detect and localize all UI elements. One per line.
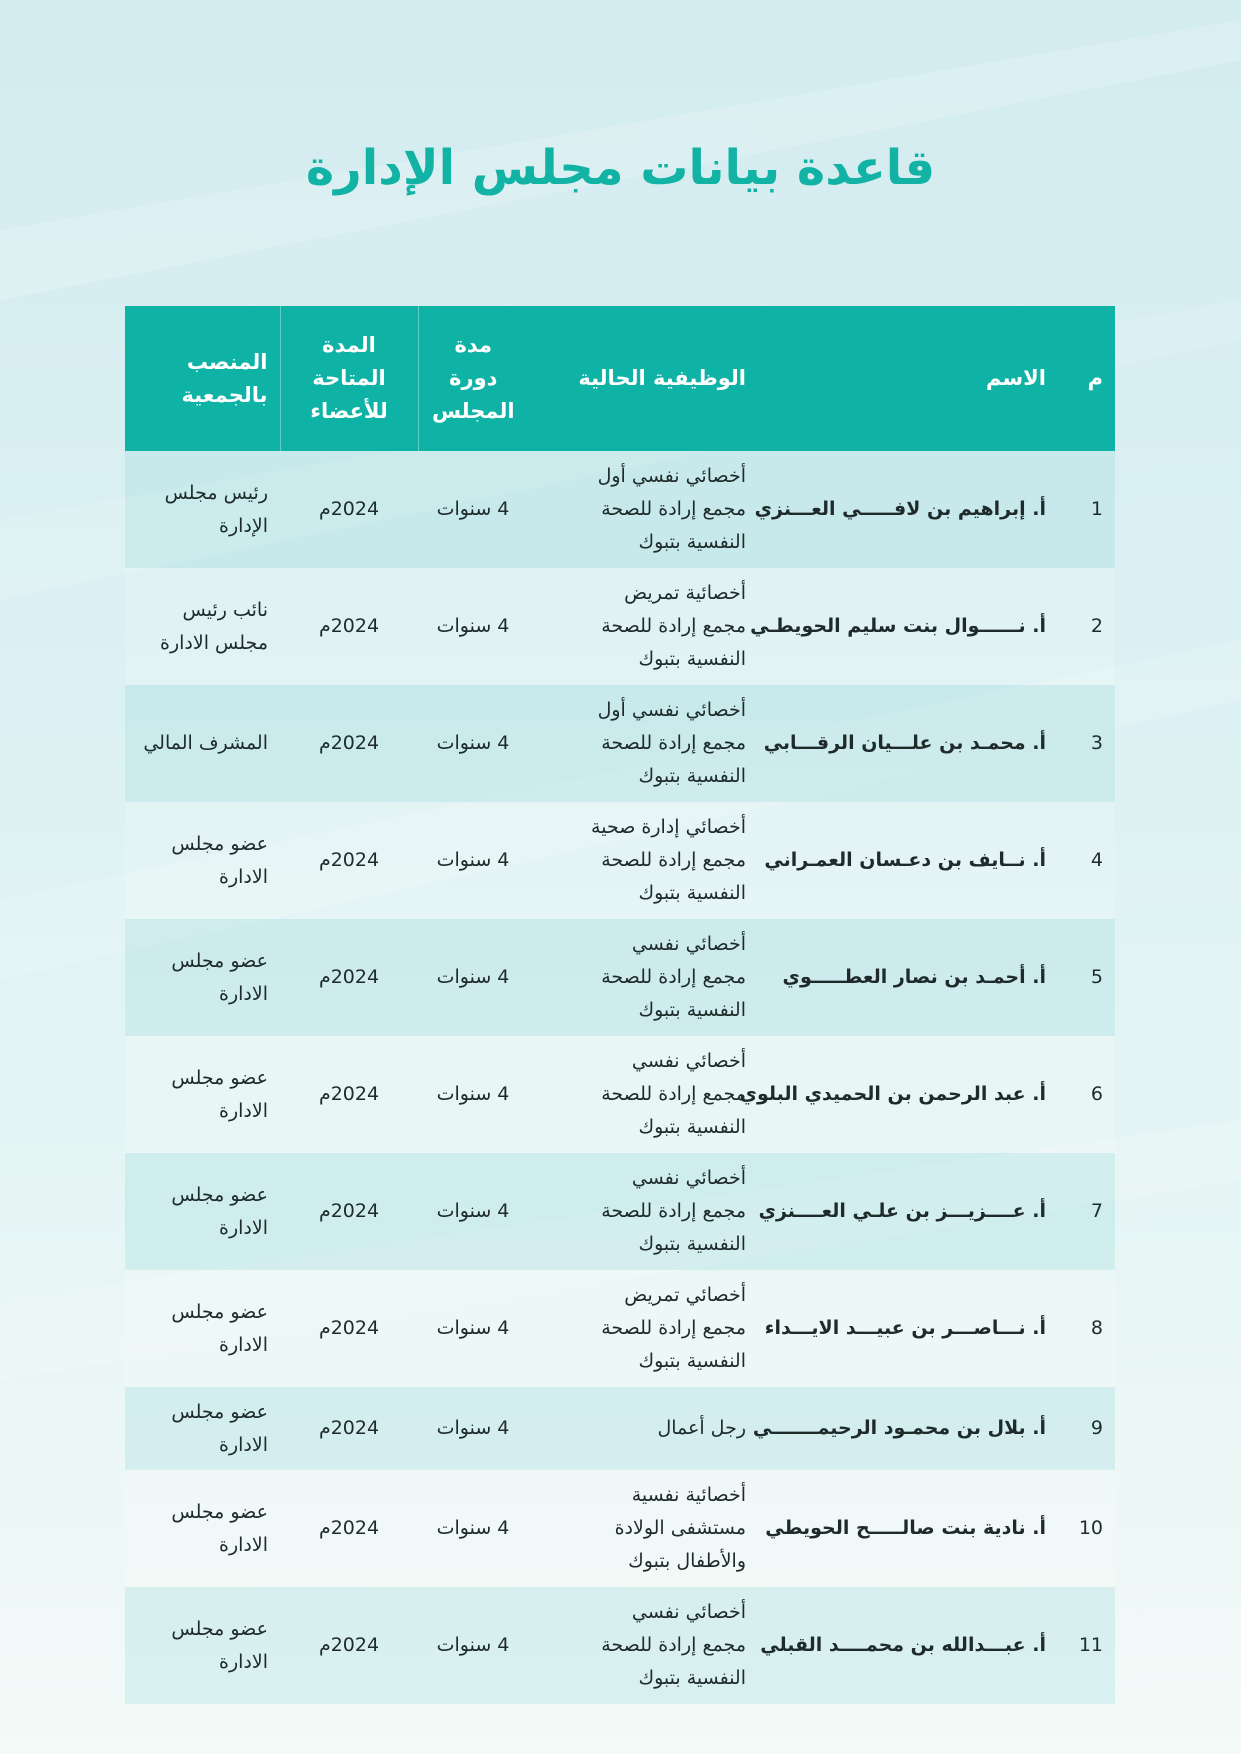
member-period: 2024م	[280, 1270, 418, 1387]
member-job-line: أخصائي نفسي أول	[597, 699, 746, 721]
member-number: 5	[1058, 919, 1115, 1036]
member-job-line: مستشفى الولادة	[614, 1517, 746, 1539]
member-role-line: عضو مجلس	[171, 1183, 268, 1206]
member-role-line: مجلس الادارة	[160, 631, 268, 654]
member-role	[125, 802, 280, 919]
member-job	[528, 919, 758, 1036]
member-role-line: الادارة	[219, 1099, 268, 1122]
member-job-line: أخصائي نفسي	[631, 1050, 746, 1072]
member-role	[125, 568, 280, 685]
member-job	[528, 1470, 758, 1587]
member-role	[125, 1587, 280, 1704]
member-number: 6	[1058, 1036, 1115, 1153]
member-name: أ. نــــــوال بنت سليم الحويطـي	[758, 568, 1058, 685]
member-job-line: مجمع إرادة للصحة	[601, 1083, 746, 1105]
member-job-line: النفسية بتبوك	[638, 531, 746, 553]
member-name: أ. نـــاصـــر بن عبيـــد الايـــداء	[758, 1270, 1058, 1387]
member-job-line: مجمع إرادة للصحة	[601, 849, 746, 871]
member-role-line: الادارة	[219, 1433, 268, 1456]
member-term: 4 سنوات	[418, 1036, 528, 1153]
member-period: 2024م	[280, 451, 418, 568]
header-period-line1: المدة	[322, 333, 376, 357]
member-role	[125, 1153, 280, 1270]
header-role-line2: بالجمعية	[181, 382, 268, 407]
member-term: 4 سنوات	[418, 1587, 528, 1704]
member-term: 4 سنوات	[418, 1387, 528, 1470]
member-job	[528, 1036, 758, 1153]
header-role	[125, 306, 280, 451]
table-header-row	[125, 306, 1115, 451]
member-job	[528, 1387, 758, 1470]
member-job-line: أخصائي نفسي	[631, 933, 746, 955]
header-period-line3: للأعضاء	[310, 399, 388, 423]
member-job-line: مجمع إرادة للصحة	[601, 1634, 746, 1656]
member-job-line: أخصائي نفسي	[631, 1167, 746, 1189]
header-period	[280, 306, 418, 451]
member-role-line: الادارة	[219, 1650, 268, 1673]
header-term	[418, 306, 528, 451]
member-job	[528, 1153, 758, 1270]
member-role-line: نائب رئيس	[182, 598, 268, 621]
header-term-line1: مدة دورة	[449, 333, 498, 390]
header-role-line1: المنصب	[186, 349, 268, 374]
member-role-line: الادارة	[219, 1333, 268, 1356]
member-name: أ. إبراهيم بن لافـــــي العـــنزي	[758, 451, 1058, 568]
member-term: 4 سنوات	[418, 1470, 528, 1587]
header-job: الوظيفية الحالية	[528, 306, 758, 451]
member-role-line: عضو مجلس	[171, 1066, 268, 1089]
member-role	[125, 1270, 280, 1387]
member-role-line: عضو مجلس	[171, 1400, 268, 1423]
member-role-line: المشرف المالي	[143, 732, 268, 754]
table-row	[125, 919, 1115, 1036]
header-num: م	[1058, 306, 1115, 451]
member-job-line: أخصائي تمريض	[624, 1284, 746, 1306]
member-period: 2024م	[280, 1470, 418, 1587]
table-row	[125, 1387, 1115, 1470]
member-job-line: أخصائي نفسي أول	[597, 465, 746, 487]
member-role	[125, 1387, 280, 1470]
member-number: 9	[1058, 1387, 1115, 1470]
member-job-line: النفسية بتبوك	[638, 999, 746, 1021]
member-job	[528, 451, 758, 568]
member-job-line: أخصائية تمريض	[624, 582, 746, 604]
member-number: 11	[1058, 1587, 1115, 1704]
member-period: 2024م	[280, 802, 418, 919]
member-job-line: النفسية بتبوك	[638, 1667, 746, 1689]
member-number: 10	[1058, 1470, 1115, 1587]
member-number: 7	[1058, 1153, 1115, 1270]
member-role	[125, 1036, 280, 1153]
member-role	[125, 919, 280, 1036]
member-role-line: عضو مجلس	[171, 1617, 268, 1640]
table-row	[125, 1153, 1115, 1270]
member-job-line: أخصائي نفسي	[631, 1601, 746, 1623]
member-job-line: رجل أعمال	[657, 1417, 746, 1439]
member-job-line: مجمع إرادة للصحة	[601, 498, 746, 520]
member-job	[528, 568, 758, 685]
member-job-line: النفسية بتبوك	[638, 882, 746, 904]
member-job	[528, 1587, 758, 1704]
member-job-line: النفسية بتبوك	[638, 765, 746, 787]
member-period: 2024م	[280, 1153, 418, 1270]
member-role-line: الادارة	[219, 865, 268, 888]
board-members-table	[125, 306, 1115, 1704]
member-role-line: عضو مجلس	[171, 832, 268, 855]
member-role	[125, 451, 280, 568]
table-row	[125, 1470, 1115, 1587]
table-row	[125, 451, 1115, 568]
member-job-line: النفسية بتبوك	[638, 1350, 746, 1372]
table-row	[125, 1587, 1115, 1704]
table-row	[125, 685, 1115, 802]
member-role-line: عضو مجلس	[171, 1300, 268, 1323]
member-number: 8	[1058, 1270, 1115, 1387]
table-row	[125, 568, 1115, 685]
member-job-line: مجمع إرادة للصحة	[601, 1317, 746, 1339]
member-period: 2024م	[280, 568, 418, 685]
member-role-line: رئيس مجلس	[164, 481, 268, 504]
member-term: 4 سنوات	[418, 1153, 528, 1270]
member-name: أ. نــايف بن دعـسان العمـراني	[758, 802, 1058, 919]
member-term: 4 سنوات	[418, 568, 528, 685]
member-role-line: الادارة	[219, 1216, 268, 1239]
member-job-line: النفسية بتبوك	[638, 648, 746, 670]
member-number: 4	[1058, 802, 1115, 919]
member-name: أ. عبـــدالله بن محمــــد القبلي	[758, 1587, 1058, 1704]
member-term: 4 سنوات	[418, 1270, 528, 1387]
member-name: أ. أحمـد بن نصار العطـــــوي	[758, 919, 1058, 1036]
member-job-line: مجمع إرادة للصحة	[601, 1200, 746, 1222]
member-term: 4 سنوات	[418, 919, 528, 1036]
member-role	[125, 1470, 280, 1587]
member-job	[528, 685, 758, 802]
member-name: أ. عبد الرحمن بن الحميدي البلوي	[758, 1036, 1058, 1153]
table-row	[125, 802, 1115, 919]
member-job-line: والأطفال بتبوك	[628, 1550, 746, 1572]
member-job	[528, 802, 758, 919]
member-term: 4 سنوات	[418, 685, 528, 802]
member-period: 2024م	[280, 1587, 418, 1704]
table-row	[125, 1270, 1115, 1387]
member-job-line: أخصائي إدارة صحية	[591, 816, 746, 838]
member-name: أ. نادية بنت صالـــــح الحويطي	[758, 1470, 1058, 1587]
member-job-line: مجمع إرادة للصحة	[601, 732, 746, 754]
member-role	[125, 685, 280, 802]
member-number: 1	[1058, 451, 1115, 568]
member-job	[528, 1270, 758, 1387]
member-job-line: أخصائية نفسية	[631, 1484, 746, 1506]
table-row	[125, 1036, 1115, 1153]
member-job-line: النفسية بتبوك	[638, 1116, 746, 1138]
member-name: أ. محمـد بن علـــيان الرقـــابي	[758, 685, 1058, 802]
page-title: قاعدة بيانات مجلس الإدارة	[305, 140, 936, 196]
member-period: 2024م	[280, 1387, 418, 1470]
member-role-line: الادارة	[219, 1533, 268, 1556]
member-job-line: مجمع إرادة للصحة	[601, 615, 746, 637]
header-term-line2: المجلس	[431, 399, 515, 423]
member-name: أ. عــــزيـــز بن علـي العــــنزي	[758, 1153, 1058, 1270]
member-period: 2024م	[280, 919, 418, 1036]
member-job-line: النفسية بتبوك	[638, 1233, 746, 1255]
member-period: 2024م	[280, 1036, 418, 1153]
member-role-line: عضو مجلس	[171, 949, 268, 972]
member-period: 2024م	[280, 685, 418, 802]
member-number: 2	[1058, 568, 1115, 685]
member-number: 3	[1058, 685, 1115, 802]
header-name: الاسم	[758, 306, 1058, 451]
member-role-line: عضو مجلس	[171, 1500, 268, 1523]
member-name: أ. بلال بن محمـود الرحيمـــــــي	[758, 1387, 1058, 1470]
member-role-line: الادارة	[219, 982, 268, 1005]
member-term: 4 سنوات	[418, 802, 528, 919]
member-job-line: مجمع إرادة للصحة	[601, 966, 746, 988]
member-role-line: الإدارة	[219, 514, 268, 537]
member-term: 4 سنوات	[418, 451, 528, 568]
header-period-line2: المتاحة	[312, 366, 386, 390]
